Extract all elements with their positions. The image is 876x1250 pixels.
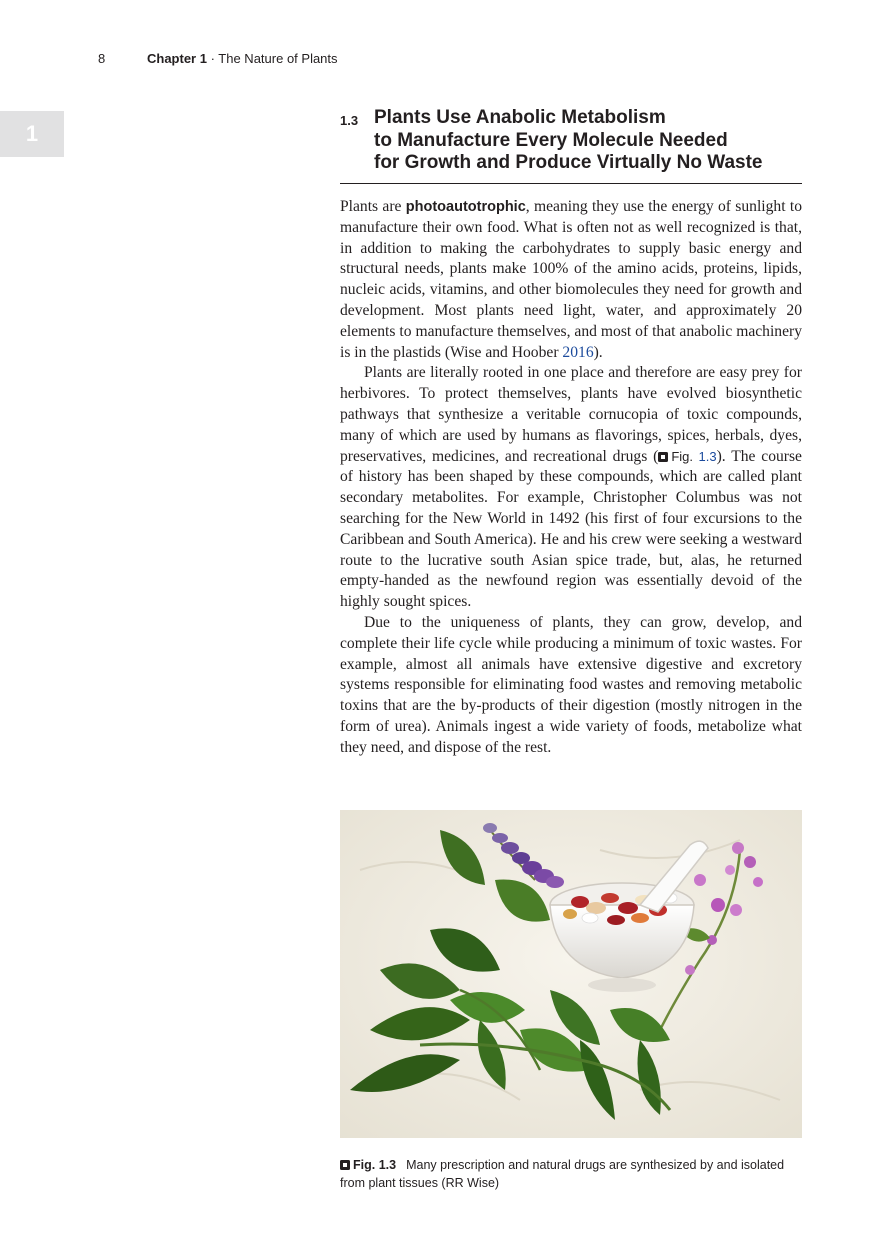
figure-ref-number[interactable]: 1.3 [698, 448, 717, 464]
text-run: ). [593, 343, 603, 361]
figure-reference[interactable] [658, 449, 716, 464]
paragraph-3: Due to the uniqueness of plants, they can grow, develop, and complete their life cycle while producing a minimum of toxic wastes. For example, almost all animals have extensive digestive and excretory systems responsible for eliminating food wastes and removing metabolic toxins that are the by-products of their digestion (mostly nitrogen in the form of urea). Animals ingest a wide variety of foods, metabolize what they need, and dispose of the rest. [340, 613, 802, 756]
figure-marker-icon [340, 1160, 350, 1170]
header-separator: · [206, 51, 219, 66]
text-run: ). The course of history has been shaped by these compounds, which are called plant secondary metabolites. For example, Christopher Columbus was not searching for the New World in 1492 (his first of four excursions to the Caribbean and South America). He and his crew were seeking a westward route to the lucrative south Asian spice trade, but, alas, he returned empty-handed as the newfound region was essentially devoid of the highly sought spices. [340, 447, 802, 611]
text-run: Plants are [340, 198, 406, 215]
chapter-label: Chapter 1 [147, 51, 207, 66]
paragraph-1 [340, 197, 802, 363]
citation-link[interactable]: 2016 [562, 343, 594, 361]
figure-ref-word: Fig. [671, 448, 699, 464]
text-run: , meaning they use the energy of sunlight to manufacture their own food. What is often not as well recognized is that, in addition to making the carbohydrates to supply basic energy and structural needs, plants make 100% of the amino acids, proteins, lipids, nucleic acids, vitamins, and other biomolecules they need for growth and development. Most plants need light, water, and approximately 20 elements to manufacture themselves, and most of that anabolic machinery is in the plastids (Wise and Hoober [340, 198, 802, 361]
body-text [340, 197, 802, 759]
figure-photo [340, 810, 802, 1138]
section-title-line: to Manufacture Every Molecule Needed [374, 129, 728, 151]
section-title-line: Plants Use Anabolic Metabolism [374, 107, 666, 128]
chapter-side-tab [0, 111, 64, 157]
chapter-tab-label: 1 [25, 121, 39, 146]
caption-text: Many prescription and natural drugs are synthesized by and isolated from plant tissues (RR Wise) [340, 1158, 785, 1190]
page-number: 8 [98, 51, 106, 66]
section-heading [340, 107, 802, 184]
section-title [374, 107, 802, 175]
section-rule [340, 183, 802, 184]
figure-marker-icon [658, 452, 668, 462]
running-header [98, 51, 338, 66]
figure-label: Fig. 1.3 [353, 1158, 397, 1172]
section-title-line: for Growth and Produce Virtually No Waste [374, 152, 763, 173]
key-term: photoautotrophic [405, 199, 526, 215]
section-number: 1.3 [340, 113, 359, 128]
figure-caption [340, 1156, 802, 1192]
paragraph-2 [340, 363, 802, 613]
chapter-title: The Nature of Plants [218, 51, 338, 66]
text-run: Plants are literally rooted in one place and therefore are easy prey for herbivores. To protect themselves, plants have evolved biosynthetic pathways that synthesize a veritable cornucopia of toxic compounds, many of which are used by humans as flavorings, spices, herbals, dyes, preservatives, medicines, and recreational drugs ( [340, 364, 802, 465]
mortar-pestle-herbs-illustration [340, 810, 802, 1138]
